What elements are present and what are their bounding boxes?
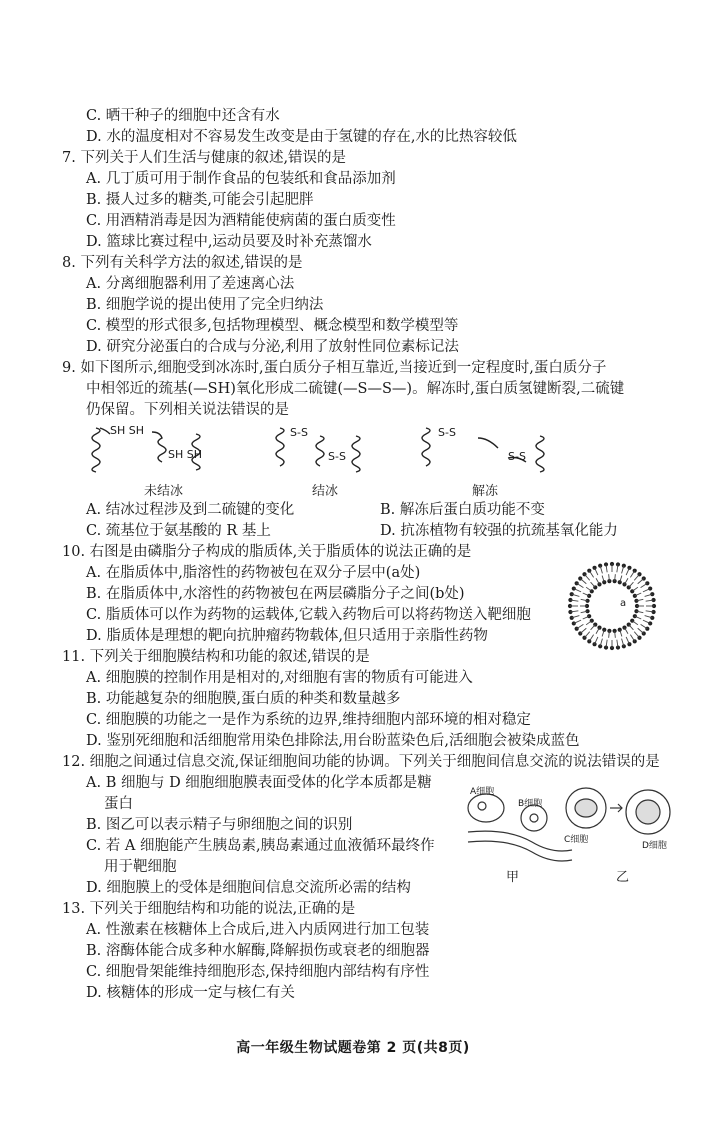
q6-option-d: D. 水的温度相对不容易发生改变是由于氢键的存在,水的比热容较低	[86, 129, 517, 145]
cell-communication-figure	[462, 774, 688, 886]
phospholipid-tail-icon	[629, 625, 634, 630]
q9-option-c: C. 巯基位于氨基酸的 R 基上	[86, 523, 271, 539]
protein-chain-icon	[422, 428, 430, 466]
q10-option-b: B. 在脂质体中,水溶性的药物被包在两层磷脂分子之间(b处)	[86, 586, 465, 602]
sh-label: SH SH	[110, 424, 145, 437]
cell-a-label: A细胞	[470, 787, 495, 797]
phospholipid-tail-icon	[638, 578, 644, 583]
q7-stem: 7. 下列关于人们生活与健康的叙述,错误的是	[62, 150, 347, 166]
q13-option-c: C. 细胞骨架能维持细胞形态,保持细胞内部结构有序性	[86, 964, 430, 980]
phospholipid-tail-icon	[638, 628, 644, 633]
phospholipid-head-icon	[648, 621, 652, 625]
q7-option-c: C. 用酒精消毒是因为酒精能使病菌的蛋白质变性	[86, 213, 396, 229]
phospholipid-head-icon	[602, 628, 606, 632]
q10-stem: 10. 右图是由磷脂分子构成的脂质体,关于脂质体的说法正确的是	[62, 544, 472, 560]
phospholipid-tail-icon	[586, 587, 592, 591]
phospholipid-head-icon	[618, 580, 622, 584]
q11-option-c: C. 细胞膜的功能之一是作为系统的边界,维持细胞内部环境的相对稳定	[86, 712, 531, 728]
protein-chain-icon	[478, 438, 498, 448]
phospholipid-head-icon	[627, 642, 631, 646]
protein-chain-icon	[92, 428, 100, 472]
phospholipid-tail-icon	[641, 583, 648, 587]
q8-option-a: A. 分离细胞器利用了差速离心法	[86, 276, 295, 292]
q7-option-a: A. 几丁质可用于制作食品的包装纸和食品添加剂	[86, 171, 396, 187]
q7-option-d: D. 篮球比赛过程中,运动员要及时补充蒸馏水	[86, 234, 372, 250]
q12-option-c-line2: 用于靶细胞	[104, 859, 177, 875]
protein-chain-icon	[152, 432, 166, 462]
q13-option-a: A. 性激素在核糖体上合成后,进入内质网进行加工包装	[86, 922, 430, 938]
q9-option-d: D. 抗冻植物有较强的抗巯基氧化能力	[380, 523, 618, 539]
phospholipid-tail-icon	[591, 625, 596, 630]
figure-yi-label: 乙	[616, 870, 630, 885]
phospholipid-tail-icon	[630, 571, 634, 578]
protein-chain-icon	[276, 428, 284, 466]
phospholipid-head-icon	[627, 566, 631, 570]
q9-protein-figure	[88, 422, 558, 498]
phospholipid-tail-icon	[589, 635, 593, 642]
protein-chain-icon	[536, 436, 544, 472]
phospholipid-tail-icon	[577, 583, 584, 587]
caption-unfrozen: 未结冰	[144, 484, 184, 499]
cell-c-label: C细胞	[564, 835, 589, 845]
q10-option-c: C. 脂质体可以作为药物的运载体,它载入药物后可以将药物送入靶细胞	[86, 607, 531, 623]
q9-stem-line2: 中相邻近的巯基(—SH)氧化形成二硫键(—S—S—)。解冻时,蛋白质氢键断裂,二硫键	[86, 381, 625, 397]
q12-option-b: B. 图乙可以表示精子与卵细胞之间的识别	[86, 817, 353, 833]
q12-option-a-line2: 蛋白	[104, 796, 133, 812]
q13-stem: 13. 下列关于细胞结构和功能的说法,正确的是	[62, 901, 356, 917]
phospholipid-head-icon	[592, 642, 596, 646]
q9-stem-line1: 9. 如下图所示,细胞受到冰冻时,蛋白质分子相互靠近,当接近到一定程度时,蛋白质分子	[62, 360, 607, 376]
phospholipid-tail-icon	[589, 571, 593, 578]
protein-chain-icon	[352, 436, 360, 472]
cell-d-label: D细胞	[642, 841, 667, 851]
cell-b-label: B细胞	[518, 799, 543, 809]
q8-option-b: B. 细胞学说的提出使用了完全归纳法	[86, 297, 324, 313]
q12-option-a-line1: A. B 细胞与 D 细胞细胞膜表面受体的化学本质都是糖	[86, 775, 432, 791]
q9-option-b: B. 解冻后蛋白质功能不变	[380, 502, 545, 518]
protein-chain-icon	[316, 436, 324, 466]
caption-thawed: 解冻	[472, 484, 499, 499]
disulfide-label: S-S	[508, 450, 526, 463]
page-footer: 高一年级生物试题卷第 2 页(共8页)	[236, 1040, 470, 1056]
liposome-figure	[566, 560, 658, 652]
q7-option-b: B. 摄人过多的糖类,可能会引起肥胖	[86, 192, 314, 208]
q11-option-d: D. 鉴别死细胞和活细胞常用染色排除法,用台盼蓝染色后,活细胞会被染成蓝色	[86, 733, 580, 749]
phospholipid-tail-icon	[591, 582, 596, 587]
q6-option-c: C. 晒干种子的细胞中还含有水	[86, 108, 280, 124]
q8-stem: 8. 下列有关科学方法的叙述,错误的是	[62, 255, 303, 271]
q12-stem: 12. 细胞之间通过信息交流,保证细胞间功能的协调。下列关于细胞间信息交流的说法错误的是	[62, 754, 660, 770]
q13-option-b: B. 溶酶体能合成多种水解酶,降解损伤或衰老的细胞器	[86, 943, 430, 959]
phospholipid-tail-icon	[580, 578, 586, 583]
disulfide-label: S-S	[438, 426, 456, 439]
disulfide-label: S-S	[290, 426, 308, 439]
phospholipid-tail-icon	[641, 624, 648, 628]
phospholipid-head-icon	[592, 566, 596, 570]
phospholipid-tail-icon	[577, 624, 584, 628]
sh-label: SH SH	[168, 448, 203, 461]
phospholipid-tail-icon	[584, 632, 589, 638]
phospholipid-tail-icon	[632, 587, 638, 591]
q8-option-c: C. 模型的形式很多,包括物理模型、概念模型和数学模型等	[86, 318, 459, 334]
phospholipid-head-icon	[572, 621, 576, 625]
cell-diagram	[462, 774, 688, 886]
q11-stem: 11. 下列关于细胞膜结构和功能的叙述,错误的是	[62, 649, 370, 665]
phospholipid-tail-icon	[634, 632, 639, 638]
phospholipid-tail-icon	[584, 574, 589, 580]
q11-option-a: A. 细胞膜的控制作用是相对的,对细胞有害的物质有可能进入	[86, 670, 473, 686]
phospholipid-tail-icon	[630, 635, 634, 642]
liposome-label-a: a	[620, 598, 627, 609]
phospholipid-tail-icon	[632, 621, 638, 625]
disulfide-label: S-S	[328, 450, 346, 463]
protein-chain-icon	[100, 428, 110, 434]
q13-option-d: D. 核糖体的形成一定与核仁有关	[86, 985, 295, 1001]
phospholipid-tail-icon	[586, 621, 592, 625]
q10-option-d: D. 脂质体是理想的靶向抗肿瘤药物载体,但只适用于亲脂性药物	[86, 628, 488, 644]
q9-option-a: A. 结冰过程涉及到二硫键的变化	[86, 502, 295, 518]
phospholipid-head-icon	[618, 628, 622, 632]
q9-stem-line3: 仍保留。下列相关说法错误的是	[86, 402, 289, 418]
phospholipid-tail-icon	[629, 582, 634, 587]
phospholipid-head-icon	[602, 580, 606, 584]
liposome-icon	[566, 560, 658, 652]
q11-option-b: B. 功能越复杂的细胞膜,蛋白质的种类和数量越多	[86, 691, 401, 707]
q10-option-a: A. 在脂质体中,脂溶性的药物被包在双分子层中(a处)	[86, 565, 421, 581]
q8-option-d: D. 研究分泌蛋白的合成与分泌,利用了放射性同位素标记法	[86, 339, 459, 355]
phospholipid-tail-icon	[634, 574, 639, 580]
phospholipid-head-icon	[648, 586, 652, 590]
figure-jia-label: 甲	[506, 870, 520, 885]
phospholipid-head-icon	[572, 586, 576, 590]
q12-option-d: D. 细胞膜上的受体是细胞间信息交流所必需的结构	[86, 880, 411, 896]
q12-option-c-line1: C. 若 A 细胞能产生胰岛素,胰岛素通过血液循环最终作	[86, 838, 435, 854]
caption-frozen: 结冰	[312, 484, 339, 499]
phospholipid-tail-icon	[580, 628, 586, 633]
